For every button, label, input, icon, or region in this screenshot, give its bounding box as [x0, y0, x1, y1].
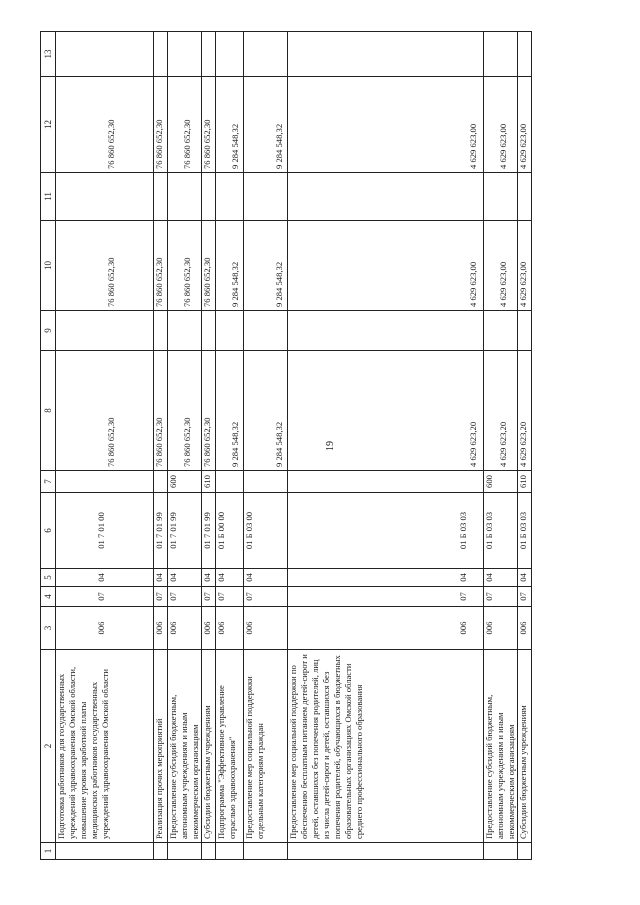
amount-col-8-text: 76 860 652,30	[182, 417, 192, 467]
amount-col-10-text: 4 629 623,00	[518, 261, 528, 307]
amount-col-13	[288, 32, 484, 77]
column-header: 11	[41, 173, 56, 221]
amount-col-13	[168, 32, 202, 77]
amount-col-9	[154, 311, 168, 351]
code-target-article	[154, 493, 168, 569]
amount-col-10-text: 76 860 652,30	[106, 257, 116, 307]
code-target-article	[244, 493, 288, 569]
amount-col-9	[216, 311, 244, 351]
code-section-text: 07	[484, 592, 494, 601]
amount-col-10-text: 9 284 548,32	[274, 261, 284, 307]
amount-col-13	[244, 32, 288, 77]
code-section	[154, 587, 168, 607]
code-subsection	[202, 569, 216, 587]
column-header: 7	[41, 471, 56, 493]
amount-col-12-text: 4 629 623,00	[468, 123, 478, 169]
amount-col-9	[244, 311, 288, 351]
amount-col-12	[154, 77, 168, 173]
amount-col-10-text: 76 860 652,30	[182, 257, 192, 307]
page-number: 19	[325, 441, 336, 451]
amount-col-11	[168, 173, 202, 221]
amount-col-8-text: 76 860 652,30	[154, 417, 164, 467]
row-name-text: Реализация прочих мероприятий	[154, 718, 164, 839]
code-subsection-text: 04	[484, 573, 494, 582]
row-name-text: Подготовка работников для государственных учреждений здравоохранения Омской области, повышение уровня заработной платы медицинских работников государственных учреждений здравоохранения Омской области	[56, 666, 110, 839]
code-ministry	[56, 607, 154, 650]
code-section	[288, 587, 484, 607]
amount-col-11	[56, 173, 154, 221]
table-row	[484, 32, 518, 860]
amount-col-10-text: 9 284 548,32	[230, 261, 240, 307]
amount-col-10-text: 76 860 652,30	[154, 257, 164, 307]
amount-col-9	[56, 311, 154, 351]
amount-col-12	[288, 77, 484, 173]
column-header: 5	[41, 569, 56, 587]
code-section	[518, 587, 532, 607]
row-name	[484, 650, 518, 843]
amount-col-13	[56, 32, 154, 77]
amount-col-8	[484, 351, 518, 471]
code-subsection-text: 04	[154, 573, 164, 582]
code-expense-type	[56, 471, 154, 493]
table-row	[168, 32, 202, 860]
amount-col-12-text: 4 629 623,00	[518, 123, 528, 169]
row-name-text: Предоставление субсидий бюджетным, автономным учреждениям и иным некоммерческим организациям	[484, 694, 516, 839]
code-expense-type-text: 610	[518, 475, 528, 488]
code-ministry-text: 006	[518, 621, 528, 635]
code-expense-type	[216, 471, 244, 493]
code-ministry	[288, 607, 484, 650]
code-subsection-text: 04	[244, 573, 254, 582]
code-subsection	[518, 569, 532, 587]
code-ministry	[202, 607, 216, 650]
code-ministry-text: 006	[458, 621, 468, 635]
code-ministry-text: 006	[154, 621, 164, 635]
column-header: 4	[41, 587, 56, 607]
code-ministry	[154, 607, 168, 650]
code-ministry	[216, 607, 244, 650]
code-target-article	[56, 493, 154, 569]
code-subsection	[168, 569, 202, 587]
code-target-article-text: 01 Б 03 03	[518, 511, 528, 550]
row-name	[216, 650, 244, 843]
code-section-text: 07	[96, 592, 106, 601]
code-expense-type	[202, 471, 216, 493]
amount-col-12	[202, 77, 216, 173]
amount-col-8	[518, 351, 532, 471]
code-ministry-text: 006	[216, 621, 226, 635]
code-section	[216, 587, 244, 607]
code-subsection	[154, 569, 168, 587]
amount-col-10	[202, 221, 216, 311]
amount-col-10	[484, 221, 518, 311]
column-header: 3	[41, 607, 56, 650]
row-number-cell	[202, 843, 216, 860]
amount-col-8	[154, 351, 168, 471]
row-number-cell	[484, 843, 518, 860]
code-target-article-text: 01 7 01 99	[154, 512, 164, 549]
code-target-article	[216, 493, 244, 569]
code-subsection-text: 04	[216, 573, 226, 582]
code-expense-type	[288, 471, 484, 493]
row-name-text: Предоставление мер социальной поддержки по обеспечению бесплатным питанием детей-сирот и детей, оставшихся без попечения родителей, лиц из числа детей-сирот и детей, оставшихся без попечения родителей, обучающихся в бюджетных образовательных организациях Омской области среднего профессионального образования	[288, 654, 364, 839]
code-expense-type-text: 610	[202, 475, 212, 488]
amount-col-10	[168, 221, 202, 311]
amount-col-8	[56, 351, 154, 471]
table-row	[56, 32, 154, 860]
budget-table-sheet	[40, 32, 640, 860]
amount-col-12	[484, 77, 518, 173]
amount-col-12-text: 76 860 652,30	[202, 119, 212, 169]
row-number-cell	[216, 843, 244, 860]
code-ministry-text: 006	[484, 621, 494, 635]
code-expense-type	[518, 471, 532, 493]
row-name-text: Субсидии бюджетным учреждениям	[202, 705, 212, 839]
amount-col-11	[518, 173, 532, 221]
table-row	[202, 32, 216, 860]
amount-col-11	[484, 173, 518, 221]
amount-col-8-text: 9 284 548,32	[274, 421, 284, 467]
amount-col-11	[202, 173, 216, 221]
amount-col-8-text: 4 629 623,20	[468, 421, 478, 467]
amount-col-12-text: 76 860 652,30	[182, 119, 192, 169]
table-row	[216, 32, 244, 860]
code-section-text: 07	[168, 592, 178, 601]
code-expense-type	[168, 471, 202, 493]
amount-col-12-text: 76 860 652,30	[154, 119, 164, 169]
code-subsection-text: 04	[202, 573, 212, 582]
code-target-article	[168, 493, 202, 569]
code-ministry-text: 006	[202, 621, 212, 635]
row-name	[202, 650, 216, 843]
code-expense-type-text: 600	[484, 475, 494, 488]
code-ministry-text: 006	[244, 621, 254, 635]
amount-col-13	[518, 32, 532, 77]
row-name-text: Предоставление субсидий бюджетным, автономным учреждениям и иным некоммерческим организациям	[168, 694, 200, 839]
amount-col-10-text: 4 629 623,00	[468, 261, 478, 307]
amount-col-11	[244, 173, 288, 221]
row-name	[288, 650, 484, 843]
code-section-text: 07	[202, 592, 212, 601]
code-target-article	[484, 493, 518, 569]
row-number-cell	[168, 843, 202, 860]
code-section-text: 07	[216, 592, 226, 601]
code-subsection	[56, 569, 154, 587]
amount-col-13	[202, 32, 216, 77]
code-ministry	[244, 607, 288, 650]
table-row	[154, 32, 168, 860]
row-name-text: Подпрограмма "Эффективное управление отраслью здравоохранения"	[216, 685, 237, 839]
amount-col-8	[168, 351, 202, 471]
table-row	[244, 32, 288, 860]
row-name	[56, 650, 154, 843]
row-name	[168, 650, 202, 843]
amount-col-8	[202, 351, 216, 471]
amount-col-8	[288, 351, 484, 471]
amount-col-9	[518, 311, 532, 351]
budget-table	[40, 31, 532, 860]
row-number-cell	[518, 843, 532, 860]
code-target-article-text: 01 Б 03 03	[484, 511, 494, 550]
amount-col-10	[288, 221, 484, 311]
code-section	[484, 587, 518, 607]
code-target-article-text: 01 Б 03 00	[244, 511, 254, 550]
code-section-text: 07	[458, 592, 468, 601]
amount-col-13	[154, 32, 168, 77]
amount-col-12-text: 4 629 623,00	[498, 123, 508, 169]
code-target-article	[518, 493, 532, 569]
table-row	[518, 32, 532, 860]
amount-col-10	[244, 221, 288, 311]
code-subsection-text: 04	[168, 573, 178, 582]
column-header: 1	[41, 843, 56, 860]
column-header: 6	[41, 493, 56, 569]
amount-col-12	[244, 77, 288, 173]
column-header: 13	[41, 32, 56, 77]
amount-col-8-text: 9 284 548,32	[230, 421, 240, 467]
row-number-cell	[288, 843, 484, 860]
row-number-cell	[244, 843, 288, 860]
column-header: 9	[41, 311, 56, 351]
code-subsection	[216, 569, 244, 587]
amount-col-9	[202, 311, 216, 351]
code-expense-type	[154, 471, 168, 493]
code-section	[244, 587, 288, 607]
row-name	[518, 650, 532, 843]
code-section-text: 07	[244, 592, 254, 601]
code-subsection	[288, 569, 484, 587]
table-body	[56, 32, 532, 860]
code-subsection	[484, 569, 518, 587]
amount-col-11	[216, 173, 244, 221]
amount-col-13	[216, 32, 244, 77]
code-target-article	[288, 493, 484, 569]
amount-col-8	[244, 351, 288, 471]
amount-col-9	[288, 311, 484, 351]
amount-col-12	[56, 77, 154, 173]
row-number-cell	[154, 843, 168, 860]
amount-col-9	[484, 311, 518, 351]
row-name	[244, 650, 288, 843]
amount-col-8-text: 4 629 623,20	[518, 421, 528, 467]
amount-col-10	[56, 221, 154, 311]
code-target-article-text: 01 Б 00 00	[216, 511, 226, 550]
code-ministry	[484, 607, 518, 650]
code-target-article-text: 01 Б 03 03	[458, 511, 468, 550]
code-subsection-text: 04	[458, 573, 468, 582]
amount-col-8-text: 76 860 652,30	[202, 417, 212, 467]
amount-col-10-text: 76 860 652,30	[202, 257, 212, 307]
code-subsection-text: 04	[518, 573, 528, 582]
code-section	[168, 587, 202, 607]
amount-col-10	[216, 221, 244, 311]
code-subsection-text: 04	[96, 573, 106, 582]
code-ministry-text: 006	[168, 621, 178, 635]
amount-col-10-text: 4 629 623,00	[498, 261, 508, 307]
code-section	[56, 587, 154, 607]
code-expense-type	[484, 471, 518, 493]
row-name-text: Субсидии бюджетным учреждениям	[518, 705, 528, 839]
row-name	[154, 650, 168, 843]
row-name-text: Предоставление мер социальной поддержки отдельным категориям граждан	[244, 676, 265, 839]
code-ministry	[168, 607, 202, 650]
amount-col-11	[154, 173, 168, 221]
column-header: 10	[41, 221, 56, 311]
amount-col-10	[518, 221, 532, 311]
amount-col-8	[216, 351, 244, 471]
code-ministry	[518, 607, 532, 650]
amount-col-8-text: 76 860 652,30	[106, 417, 116, 467]
code-expense-type	[244, 471, 288, 493]
code-subsection	[244, 569, 288, 587]
column-header: 8	[41, 351, 56, 471]
table-row	[288, 32, 484, 860]
amount-col-8-text: 4 629 623,20	[498, 421, 508, 467]
column-header: 12	[41, 77, 56, 173]
amount-col-12-text: 76 860 652,30	[106, 119, 116, 169]
code-section-text: 07	[518, 592, 528, 601]
code-section-text: 07	[154, 592, 164, 601]
amount-col-13	[484, 32, 518, 77]
code-section	[202, 587, 216, 607]
column-number-row	[41, 32, 56, 860]
column-header: 2	[41, 650, 56, 843]
amount-col-11	[288, 173, 484, 221]
code-target-article-text: 01 7 01 99	[168, 512, 178, 549]
amount-col-12-text: 9 284 548,32	[230, 123, 240, 169]
amount-col-10	[154, 221, 168, 311]
amount-col-12	[518, 77, 532, 173]
code-expense-type-text: 600	[168, 475, 178, 488]
amount-col-12-text: 9 284 548,32	[274, 123, 284, 169]
code-target-article	[202, 493, 216, 569]
code-ministry-text: 006	[96, 621, 106, 635]
code-target-article-text: 01 7 01 99	[202, 512, 212, 549]
row-number-cell	[56, 843, 154, 860]
amount-col-9	[168, 311, 202, 351]
amount-col-12	[168, 77, 202, 173]
amount-col-12	[216, 77, 244, 173]
code-target-article-text: 01 7 01 00	[96, 512, 106, 549]
